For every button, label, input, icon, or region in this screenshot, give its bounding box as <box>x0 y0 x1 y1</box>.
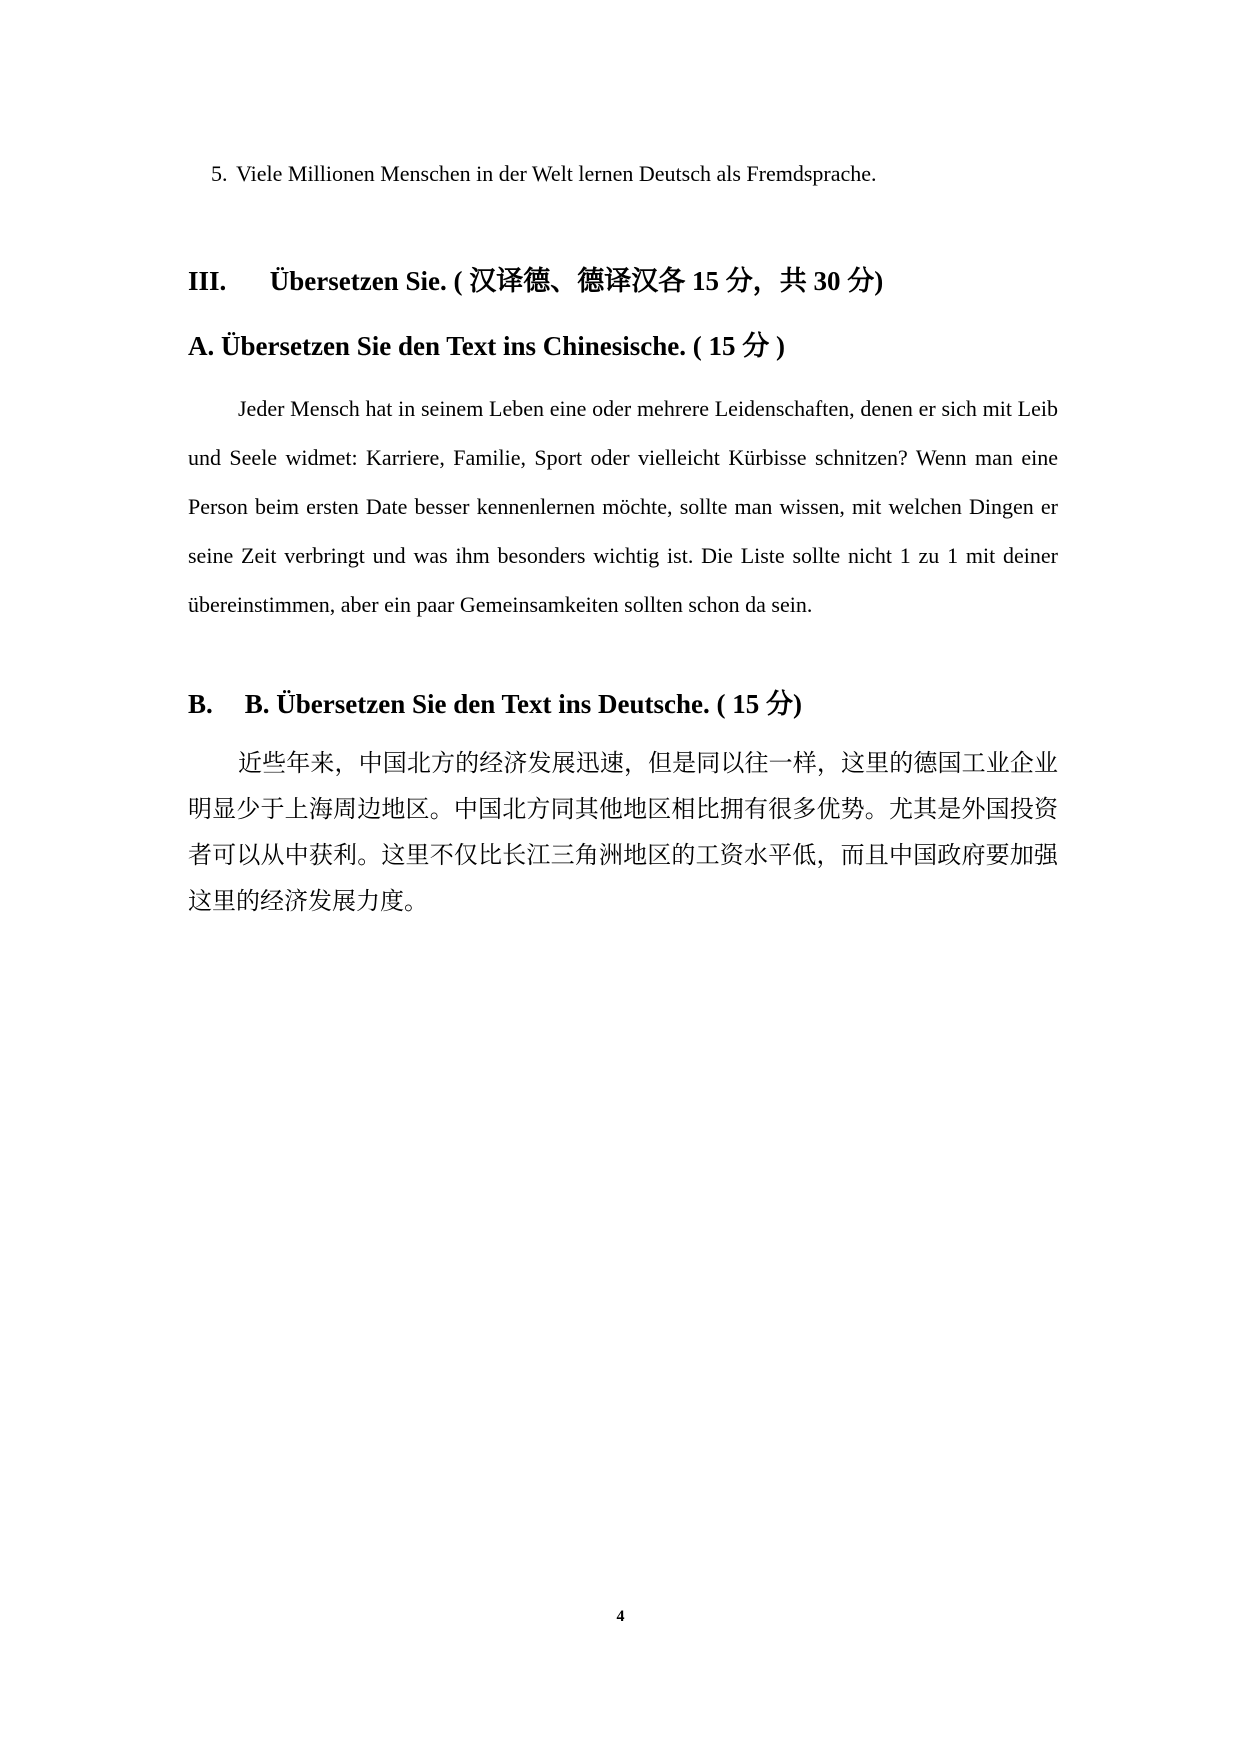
list-item-5 <box>211 159 877 189</box>
list-item-number: 5. <box>211 161 228 186</box>
part-b-text: 近些年来，中国北方的经济发展迅速，但是同以往一样，这里的德国工业企业明显少于上海周边地区。中国北方同其他地区相比拥有很多优势。尤其是外国投资者可以从中获利。这里不仅比长江三角洲地区的工资水平低，而且中国政府要加强这里的经济发展力度。 <box>188 749 1058 915</box>
part-b-letter: B. <box>188 689 213 719</box>
page-number: 4 <box>616 1608 625 1625</box>
list-item-text: Viele Millionen Menschen in der Welt lernen Deutsch als Fremdsprache. <box>236 161 877 186</box>
section-title: Übersetzen Sie. ( 汉译德、德译汉各 15 分，共 30 分) <box>269 266 884 296</box>
part-b-heading-row <box>188 686 802 722</box>
section-heading-iii <box>188 263 883 299</box>
part-b-heading: B. Übersetzen Sie den Text ins Deutsche. ( 15 分) <box>244 689 802 719</box>
part-a-text: Jeder Mensch hat in seinem Leben eine oder mehrere Leidenschaften, denen er sich mit Leib und Seele widmet: Karriere, Familie, Sport oder vielleicht Kürbisse schnitzen? Wenn man eine Person beim ersten Date besser kennenlernen möchte, sollte man wissen, mit welchen Dingen er seine Zeit verbringt und was ihm besonders wichtig ist. Die Liste sollte nicht 1 zu 1 mit deiner übereinstimmen, aber ein paar Gemeinsamkeiten sollten schon da sein. <box>188 396 1058 617</box>
part-a-heading: A. Übersetzen Sie den Text ins Chinesische. ( 15 分 ) <box>188 331 786 361</box>
section-numeral: III. <box>188 266 227 296</box>
